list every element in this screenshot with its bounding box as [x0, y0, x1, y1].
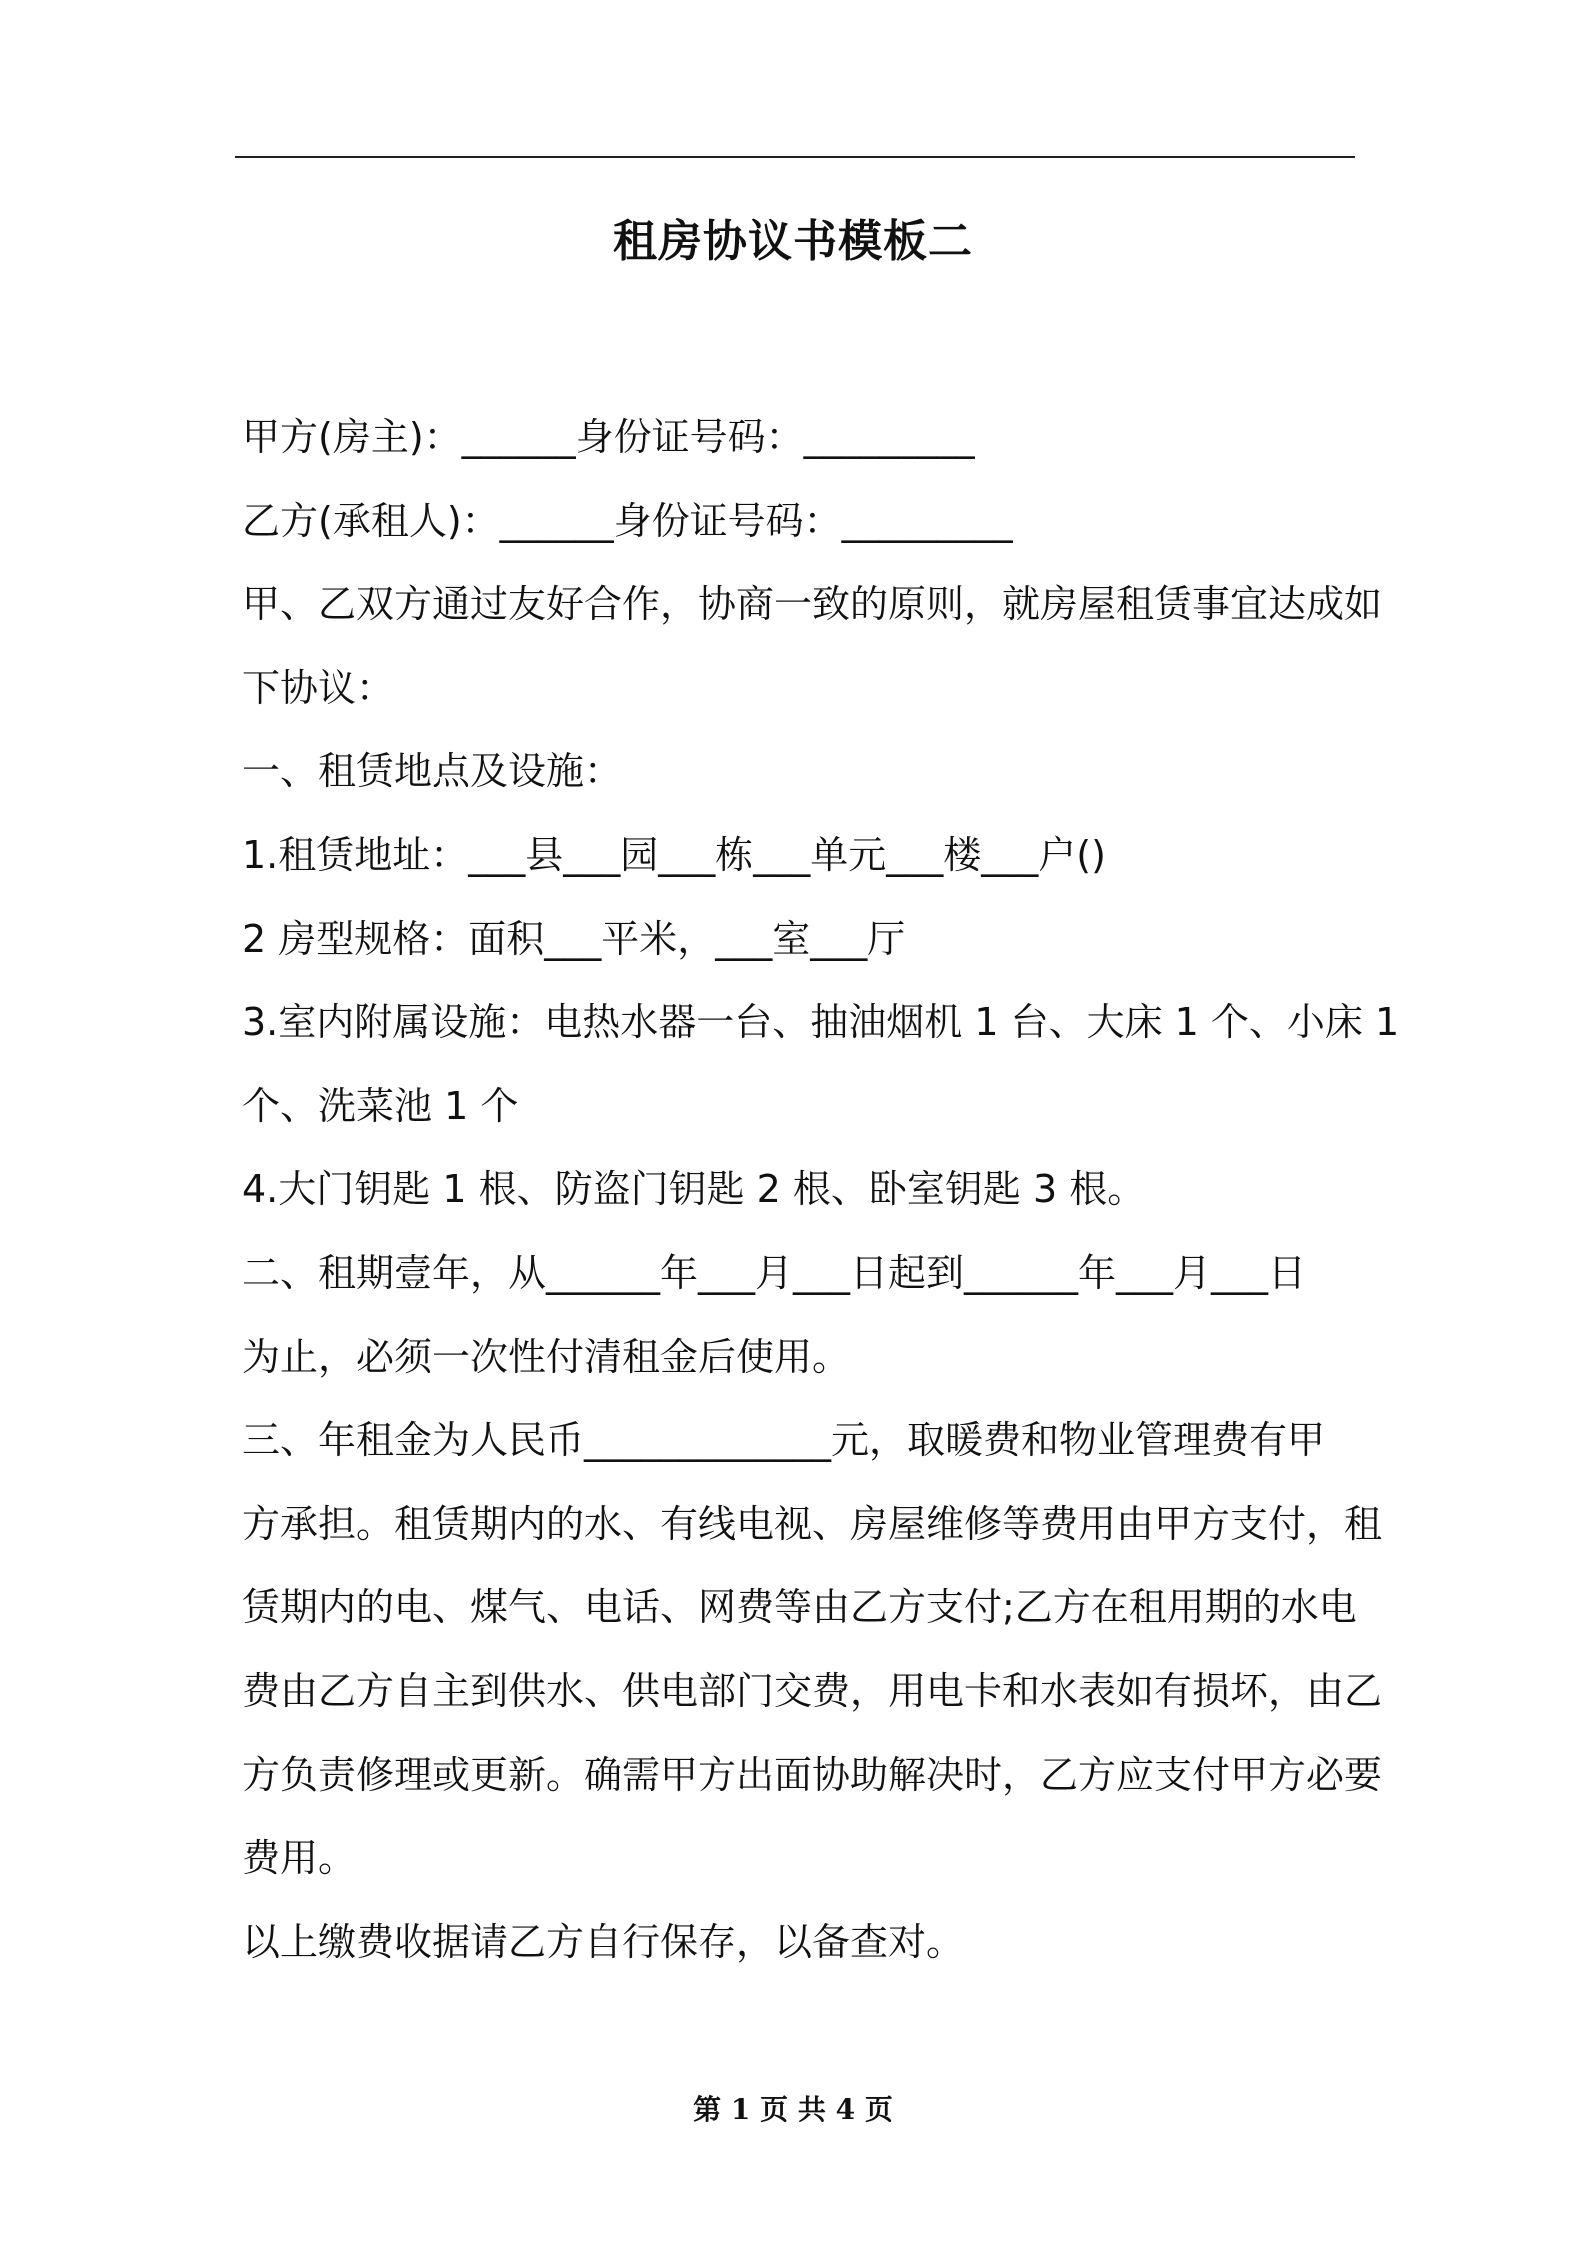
text-line-intro: 甲、乙双方通过友好合作，协商一致的原则，就房屋租赁事宜达成如	[242, 582, 1383, 627]
section-heading-term: 二、租期壹年，从______年___月___日起到______年___月___日	[242, 1250, 1307, 1295]
text-line-rent-4: 方负责修理或更新。确需甲方出面协助解决时，乙方应支付甲方必要	[242, 1752, 1383, 1797]
text-line-landlord: 甲方(房主)：______身份证号码：_________	[242, 415, 975, 459]
text-line-address: 1.租赁地址：___县___园___栋___单元___楼___户()	[242, 832, 1106, 877]
page-footer: 第 1 页 共 4 页	[693, 2093, 893, 2126]
text-line-rent-3: 费由乙方自主到供水、供电部门交费，用电卡和水表如有损坏，由乙	[242, 1668, 1383, 1713]
text-line-room-spec: 2 房型规格：面积___平米，___室___厅	[242, 916, 906, 961]
section-heading-location: 一、租赁地点及设施：	[242, 749, 623, 794]
document-title: 租房协议书模板二	[613, 216, 973, 267]
text-line-facilities: 3.室内附属设施：电热水器一台、抽油烟机 1 台、大床 1 个、小床 1	[242, 1000, 1400, 1045]
text-line-facilities-cont: 个、洗菜池 1 个	[242, 1083, 519, 1128]
header-rule	[235, 156, 1355, 158]
text-line-keys: 4.大门钥匙 1 根、防盗门钥匙 2 根、卧室钥匙 3 根。	[242, 1167, 1146, 1212]
text-line-tenant: 乙方(承租人)：______身份证号码：_________	[242, 498, 1013, 543]
text-line-receipts: 以上缴费收据请乙方自行保存，以备查对。	[242, 1919, 965, 1964]
text-line-term-cont: 为止，必须一次性付清租金后使用。	[242, 1334, 851, 1379]
text-line-intro-cont: 下协议：	[242, 665, 395, 710]
document-body	[242, 407, 1400, 1995]
text-line-rent-2: 赁期内的电、煤气、电话、网费等由乙方支付;乙方在租用期的水电	[242, 1585, 1357, 1630]
section-heading-rent: 三、年租金为人民币_____________元，取暖费和物业管理费有甲	[242, 1418, 1326, 1463]
text-line-rent-1: 方承担。租赁期内的水、有线电视、房屋维修等费用由甲方支付，租	[242, 1501, 1383, 1546]
text-line-rent-5: 费用。	[242, 1836, 357, 1881]
